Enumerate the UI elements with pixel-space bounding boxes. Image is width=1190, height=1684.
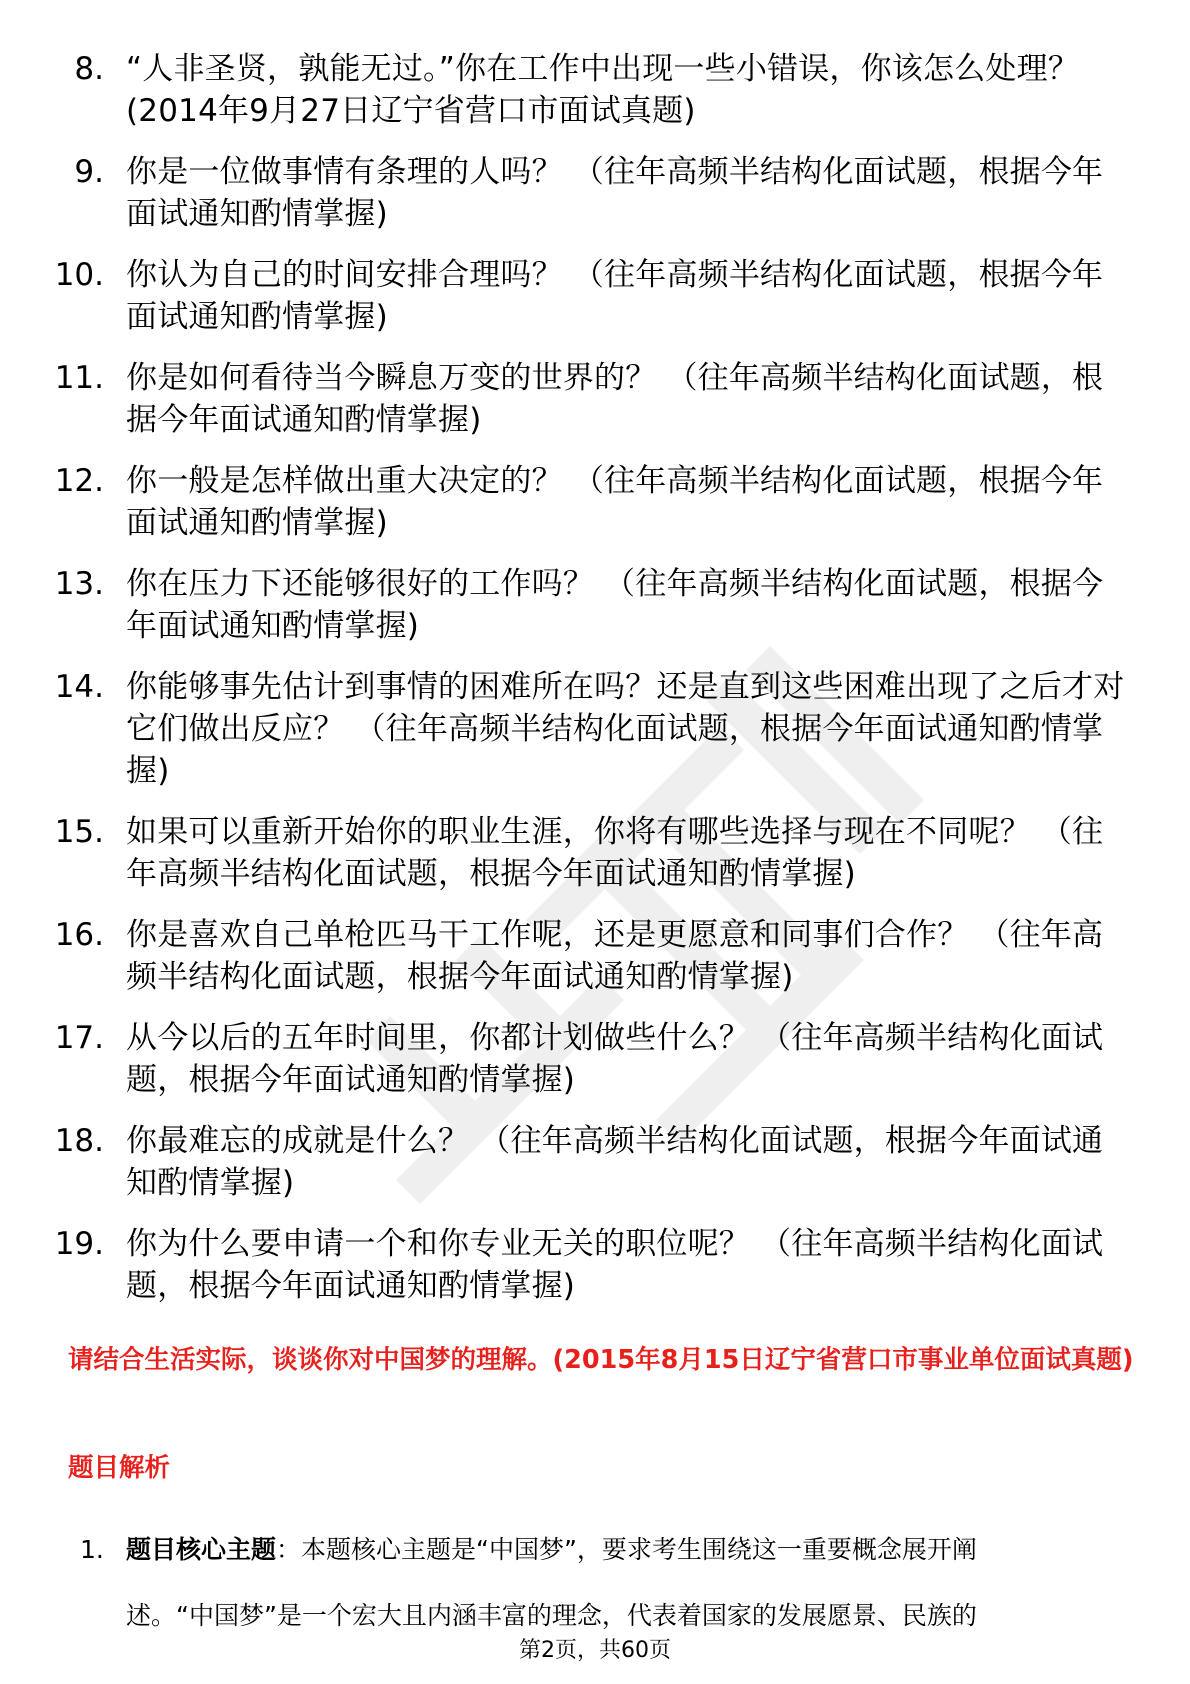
analysis-list: [0, 1530, 1190, 1636]
question-text: 你是一位做事情有条理的人吗？ （往年高频半结构化面试题，根据今年面试通知酌情掌握): [126, 154, 1104, 232]
analysis-text: [126, 1530, 1116, 1636]
question-item: [0, 254, 1190, 338]
question-text: 如果可以重新开始你的职业生涯，你将有哪些选择与现在不同呢？ （往年高频半结构化面试题，根据今年面试通知酌情掌握): [126, 814, 1104, 892]
question-text: 你为什么要申请一个和你专业无关的职位呢？ （往年高频半结构化面试题，根据今年面试通知酌情掌握): [126, 1226, 1104, 1304]
question-text: 你在压力下还能够很好的工作吗？ （往年高频半结构化面试题，根据今年面试通知酌情掌握): [126, 566, 1104, 644]
analysis-line-2: 述。“中国梦”是一个宏大且内涵丰富的理念，代表着国家的发展愿景、民族的: [126, 1601, 977, 1630]
highlight-question: 请结合生活实际，谈谈你对中国梦的理解。(2015年8月15日辽宁省营口市事业单位面试真题): [68, 1345, 1134, 1375]
question-text: 你是喜欢自己单枪匹马干工作呢，还是更愿意和同事们合作？ （往年高频半结构化面试题，根据今年面试通知酌情掌握): [126, 917, 1104, 995]
question-item: [0, 563, 1190, 647]
question-item: [0, 151, 1190, 235]
question-item: [0, 460, 1190, 544]
question-item: [0, 666, 1190, 792]
question-number: 11.: [54, 360, 104, 396]
question-text: “人非圣贤，孰能无过。”你在工作中出现一些小错误，你该怎么处理？(2014年9月27日辽宁省营口市面试真题): [126, 51, 1080, 129]
question-text: 你一般是怎样做出重大决定的？ （往年高频半结构化面试题，根据今年面试通知酌情掌握): [126, 463, 1104, 541]
question-number: 19.: [54, 1226, 104, 1262]
question-number: 17.: [54, 1020, 104, 1056]
question-number: 13.: [54, 566, 104, 602]
question-number: 18.: [54, 1123, 104, 1159]
question-number: 10.: [54, 257, 104, 293]
analysis-term: 题目核心主题: [126, 1535, 277, 1564]
analysis-heading: 题目解析: [68, 1453, 171, 1483]
question-item: [0, 357, 1190, 441]
question-text: 从今以后的五年时间里，你都计划做些什么？ （往年高频半结构化面试题，根据今年面试通知酌情掌握): [126, 1020, 1104, 1098]
question-number: 15.: [54, 814, 104, 850]
question-number: 8.: [74, 51, 104, 87]
question-item: [0, 48, 1190, 132]
question-item: [0, 1223, 1190, 1307]
question-number: 12.: [54, 463, 104, 499]
question-item: [0, 811, 1190, 895]
question-number: 9.: [74, 154, 104, 190]
question-number: 14.: [54, 669, 104, 705]
question-text: 你能够事先估计到事情的困难所在吗？还是直到这些困难出现了之后才对它们做出反应？ （往年高频半结构化面试题，根据今年面试通知酌情掌握): [126, 669, 1125, 789]
page-footer: 第2页，共60页: [519, 1638, 671, 1663]
question-number: 16.: [54, 917, 104, 953]
question-text: 你是如何看待当今瞬息万变的世界的？ （往年高频半结构化面试题，根据今年面试通知酌情掌握): [126, 360, 1104, 438]
analysis-line-1: ：本题核心主题是“中国梦”，要求考生围绕这一重要概念展开阐: [276, 1535, 977, 1564]
question-item: [0, 1017, 1190, 1101]
question-item: [0, 914, 1190, 998]
question-text: 你认为自己的时间安排合理吗？ （往年高频半结构化面试题，根据今年面试通知酌情掌握): [126, 257, 1104, 335]
question-list: [0, 48, 1190, 1326]
question-item: [0, 1120, 1190, 1204]
analysis-number: 1.: [80, 1535, 104, 1564]
question-text: 你最难忘的成就是什么？ （往年高频半结构化面试题，根据今年面试通知酌情掌握): [126, 1123, 1104, 1201]
